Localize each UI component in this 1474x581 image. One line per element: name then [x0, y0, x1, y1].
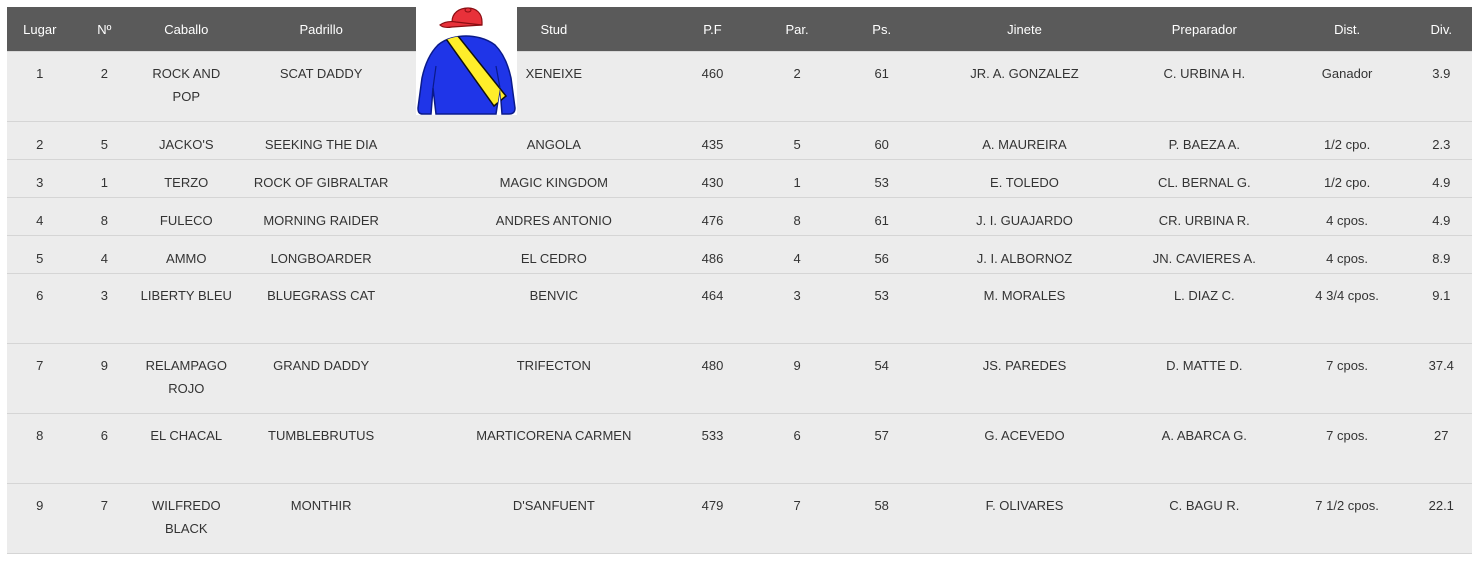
table-row [7, 274, 1472, 344]
cell-par: 4 [755, 236, 840, 274]
race-results-table-container [7, 7, 1472, 554]
table-row [7, 52, 1472, 122]
cell-pf: 479 [670, 484, 755, 554]
header-caballo: Caballo [136, 7, 236, 52]
cell-padrillo: SCAT DADDY [237, 52, 406, 122]
header-dist: Dist. [1284, 7, 1411, 52]
cell-pf: 435 [670, 122, 755, 160]
cell-caballo: RELAMPAGO ROJO [136, 344, 236, 414]
cell-ps: 61 [839, 198, 924, 236]
cell-pf: 480 [670, 344, 755, 414]
cell-ps: 56 [839, 236, 924, 274]
cell-preparador: C. BAGU R. [1125, 484, 1284, 554]
cell-caballo: FULECO [136, 198, 236, 236]
cell-ps: 54 [839, 344, 924, 414]
cell-lugar: 3 [7, 160, 73, 198]
cell-numero: 5 [73, 122, 136, 160]
cell-caballo: WILFREDO BLACK [136, 484, 236, 554]
cell-stud: D'SANFUENT [437, 484, 670, 554]
cell-par: 1 [755, 160, 840, 198]
cell-silks [406, 198, 438, 236]
jockey-silks-icon [416, 4, 517, 115]
cell-stud: ANDRES ANTONIO [437, 198, 670, 236]
cell-jinete: M. MORALES [924, 274, 1125, 344]
cell-silks [406, 160, 438, 198]
cell-silks [406, 484, 438, 554]
cell-dist: 1/2 cpo. [1284, 122, 1411, 160]
cell-dist: 4 cpos. [1284, 236, 1411, 274]
cell-preparador: L. DIAZ C. [1125, 274, 1284, 344]
cell-stud: TRIFECTON [437, 344, 670, 414]
cell-silks [406, 122, 438, 160]
cell-lugar: 2 [7, 122, 73, 160]
cell-preparador: CR. URBINA R. [1125, 198, 1284, 236]
cell-div: 22.1 [1411, 484, 1472, 554]
cell-lugar: 6 [7, 274, 73, 344]
cell-ps: 53 [839, 160, 924, 198]
cell-preparador: JN. CAVIERES A. [1125, 236, 1284, 274]
cell-padrillo: GRAND DADDY [237, 344, 406, 414]
cell-numero: 1 [73, 160, 136, 198]
cell-numero: 9 [73, 344, 136, 414]
cell-stud: BENVIC [437, 274, 670, 344]
cell-caballo: LIBERTY BLEU [136, 274, 236, 344]
table-row [7, 484, 1472, 554]
cell-par: 6 [755, 414, 840, 484]
cell-preparador: A. ABARCA G. [1125, 414, 1284, 484]
cell-caballo: ROCK AND POP [136, 52, 236, 122]
cell-dist: 4 cpos. [1284, 198, 1411, 236]
cell-par: 5 [755, 122, 840, 160]
cell-stud: MARTICORENA CARMEN [437, 414, 670, 484]
cell-dist: 7 cpos. [1284, 414, 1411, 484]
cell-dist: 4 3/4 cpos. [1284, 274, 1411, 344]
cell-lugar: 1 [7, 52, 73, 122]
cell-par: 2 [755, 52, 840, 122]
cell-caballo: AMMO [136, 236, 236, 274]
header-numero: Nº [73, 7, 136, 52]
cell-lugar: 5 [7, 236, 73, 274]
cell-numero: 6 [73, 414, 136, 484]
header-par: Par. [755, 7, 840, 52]
cell-numero: 4 [73, 236, 136, 274]
cell-numero: 2 [73, 52, 136, 122]
table-row [7, 236, 1472, 274]
cell-jinete: J. I. GUAJARDO [924, 198, 1125, 236]
cell-div: 9.1 [1411, 274, 1472, 344]
header-stud: Stud [437, 7, 670, 52]
cell-ps: 60 [839, 122, 924, 160]
cell-par: 7 [755, 484, 840, 554]
cell-jinete: E. TOLEDO [924, 160, 1125, 198]
cell-stud: ANGOLA [437, 122, 670, 160]
header-div: Div. [1411, 7, 1472, 52]
cell-div: 8.9 [1411, 236, 1472, 274]
cell-div: 4.9 [1411, 198, 1472, 236]
race-results-table [7, 7, 1472, 554]
cell-preparador: D. MATTE D. [1125, 344, 1284, 414]
cell-preparador: C. URBINA H. [1125, 52, 1284, 122]
cell-dist: 7 cpos. [1284, 344, 1411, 414]
cell-jinete: JS. PAREDES [924, 344, 1125, 414]
cell-stud: EL CEDRO [437, 236, 670, 274]
cell-padrillo: MORNING RAIDER [237, 198, 406, 236]
cell-padrillo: SEEKING THE DIA [237, 122, 406, 160]
table-header-row [7, 7, 1472, 52]
cell-caballo: JACKO'S [136, 122, 236, 160]
cell-silks [406, 274, 438, 344]
cell-pf: 460 [670, 52, 755, 122]
cell-numero: 8 [73, 198, 136, 236]
cell-pf: 430 [670, 160, 755, 198]
cell-padrillo: TUMBLEBRUTUS [237, 414, 406, 484]
table-row [7, 160, 1472, 198]
cell-preparador: P. BAEZA A. [1125, 122, 1284, 160]
cell-dist: 1/2 cpo. [1284, 160, 1411, 198]
cell-caballo: EL CHACAL [136, 414, 236, 484]
header-lugar: Lugar [7, 7, 73, 52]
header-ps: Ps. [839, 7, 924, 52]
cell-silks [406, 414, 438, 484]
cell-div: 37.4 [1411, 344, 1472, 414]
cell-jinete: J. I. ALBORNOZ [924, 236, 1125, 274]
cell-lugar: 4 [7, 198, 73, 236]
cell-pf: 476 [670, 198, 755, 236]
table-row [7, 414, 1472, 484]
cell-stud: MAGIC KINGDOM [437, 160, 670, 198]
cell-pf: 533 [670, 414, 755, 484]
cell-div: 3.9 [1411, 52, 1472, 122]
cell-jinete: F. OLIVARES [924, 484, 1125, 554]
cell-jinete: A. MAUREIRA [924, 122, 1125, 160]
cell-lugar: 8 [7, 414, 73, 484]
cell-div: 27 [1411, 414, 1472, 484]
cell-caballo: TERZO [136, 160, 236, 198]
header-preparador: Preparador [1125, 7, 1284, 52]
header-padrillo: Padrillo [237, 7, 406, 52]
cell-padrillo: BLUEGRASS CAT [237, 274, 406, 344]
cell-par: 3 [755, 274, 840, 344]
cell-ps: 61 [839, 52, 924, 122]
cell-lugar: 7 [7, 344, 73, 414]
cell-preparador: CL. BERNAL G. [1125, 160, 1284, 198]
cell-ps: 58 [839, 484, 924, 554]
cell-jinete: G. ACEVEDO [924, 414, 1125, 484]
cell-stud: XENEIXE [437, 52, 670, 122]
cell-padrillo: ROCK OF GIBRALTAR [237, 160, 406, 198]
table-row [7, 198, 1472, 236]
cell-silks [406, 344, 438, 414]
cell-ps: 57 [839, 414, 924, 484]
cell-silks [406, 236, 438, 274]
header-jinete: Jinete [924, 7, 1125, 52]
table-row [7, 344, 1472, 414]
cell-numero: 7 [73, 484, 136, 554]
cell-div: 4.9 [1411, 160, 1472, 198]
cell-lugar: 9 [7, 484, 73, 554]
cell-pf: 464 [670, 274, 755, 344]
cell-par: 8 [755, 198, 840, 236]
cell-par: 9 [755, 344, 840, 414]
cell-numero: 3 [73, 274, 136, 344]
cell-jinete: JR. A. GONZALEZ [924, 52, 1125, 122]
cell-dist: Ganador [1284, 52, 1411, 122]
cell-ps: 53 [839, 274, 924, 344]
header-pf: P.F [670, 7, 755, 52]
cell-div: 2.3 [1411, 122, 1472, 160]
table-row [7, 122, 1472, 160]
cell-padrillo: MONTHIR [237, 484, 406, 554]
cell-dist: 7 1/2 cpos. [1284, 484, 1411, 554]
cell-pf: 486 [670, 236, 755, 274]
cell-padrillo: LONGBOARDER [237, 236, 406, 274]
